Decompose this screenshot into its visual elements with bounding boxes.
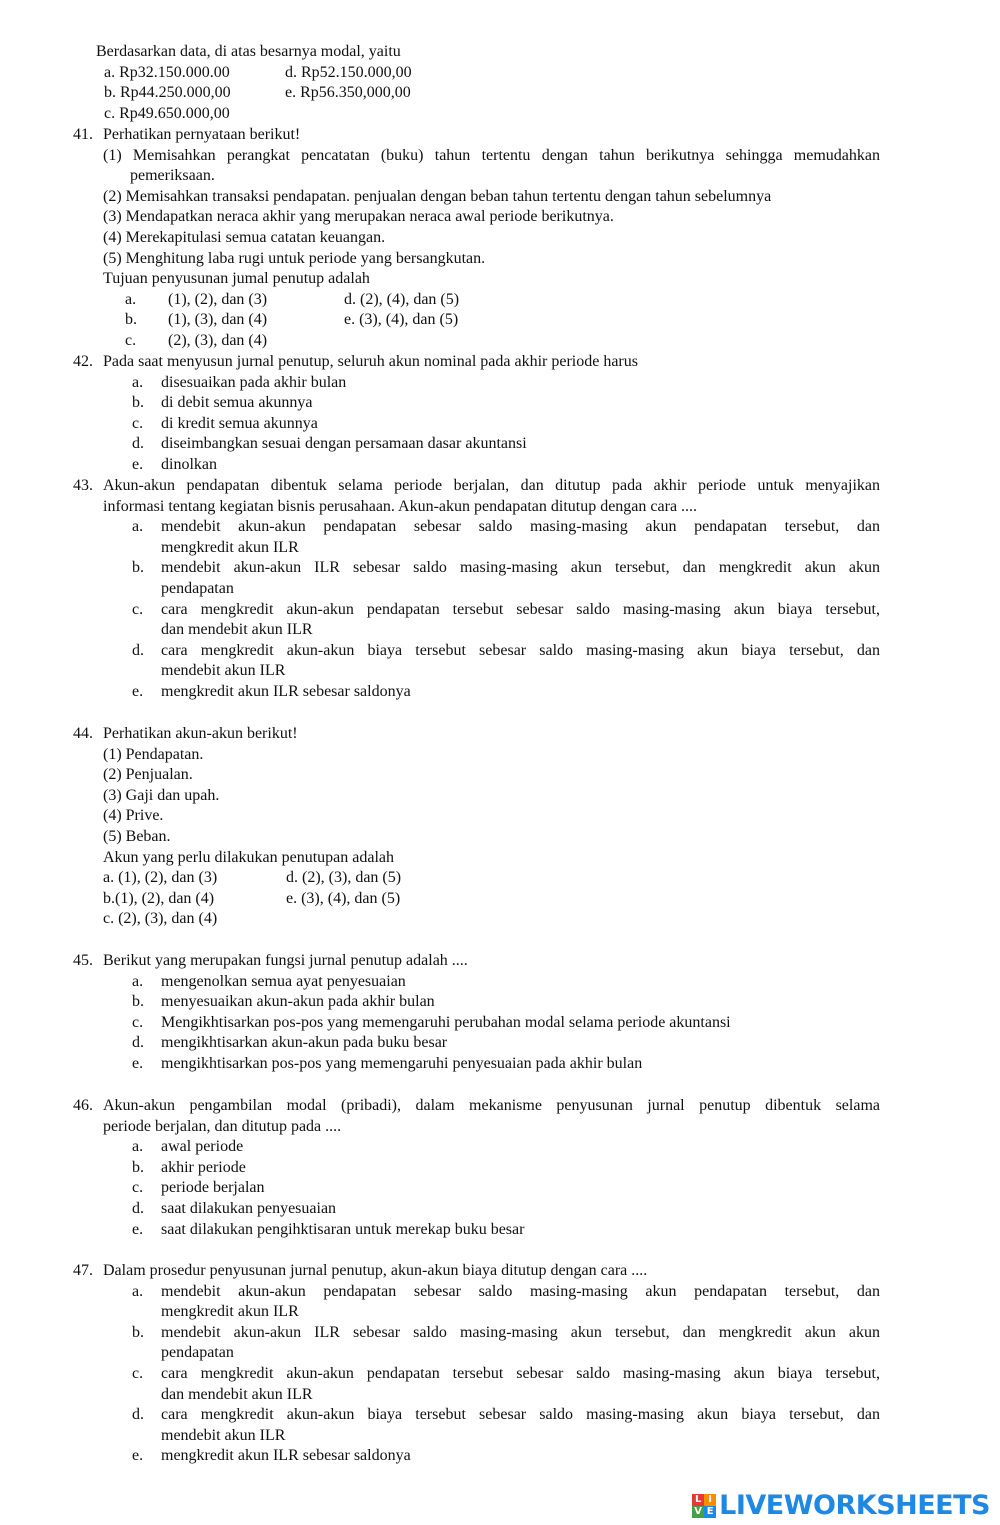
option-c-letter: c. xyxy=(125,331,137,349)
option-b[interactable]: menyesuaikan akun-akun pada akhir bulan xyxy=(161,993,435,1011)
option-a[interactable]: a. Rp32.150.000.00 xyxy=(104,63,230,81)
question-stem: Berdasarkan data, di atas besarnya modal, yaitu xyxy=(96,43,401,60)
option-c-continued: dan mendebit akun ILR xyxy=(161,621,313,639)
question-stem-continued: informasi tentang kegiatan bisnis perusahaan. Akun-akun pendapatan ditutup dengan cara .... xyxy=(103,497,698,515)
option-letter: d. xyxy=(132,1406,144,1424)
option-c-continued: dan mendebit akun ILR xyxy=(161,1385,313,1403)
question-stem: Akun-akun pendapatan dibentuk selama periode berjalan, dan ditutup pada akhir periode untuk menyajikan xyxy=(103,477,880,494)
question-44 xyxy=(0,724,1000,930)
option-letter: b. xyxy=(132,993,144,1011)
option-c[interactable]: cara mengkredit akun-akun pendapatan tersebut sebesar saldo masing-masing akun biaya tersebut, xyxy=(161,600,880,618)
option-e[interactable]: mengkredit akun ILR sebesar saldonya xyxy=(161,1447,411,1465)
option-letter: a. xyxy=(132,373,144,391)
question-40-continuation xyxy=(0,42,1000,124)
question-number: 45. xyxy=(73,952,93,969)
question-stem: Berikut yang merupakan fungsi jurnal penutup adalah .... xyxy=(103,952,468,969)
option-letter: c. xyxy=(132,1179,144,1197)
option-letter: c. xyxy=(132,414,144,432)
option-d[interactable]: d. Rp52.150.000,00 xyxy=(285,63,412,81)
option-b[interactable]: mendebit akun-akun ILR sebesar saldo masing-masing akun tersebut, dan mengkredit akun akun xyxy=(161,1323,880,1341)
option-d[interactable]: cara mengkredit akun-akun biaya tersebut sebesar saldo masing-masing akun biaya tersebut, dan xyxy=(161,1406,880,1424)
question-number: 41. xyxy=(73,126,93,143)
option-letter: d. xyxy=(132,1034,144,1052)
question-45 xyxy=(0,951,1000,1075)
option-letter: e. xyxy=(132,1447,144,1465)
logo-mark-letter: I xyxy=(704,1494,716,1506)
option-letter: d. xyxy=(132,1199,144,1217)
option-b[interactable]: mendebit akun-akun ILR sebesar saldo masing-masing akun tersebut, dan mengkredit akun akun xyxy=(161,559,880,577)
account-item-1: (1) Pendapatan. xyxy=(103,745,204,763)
statement-1: (1) Memisahkan perangkat pencatatan (buku) tahun tertentu dengan tahun berikutnya sehingga memudahkan xyxy=(103,146,880,164)
question-stem: Pada saat menyusun jurnal penutup, seluruh akun nominal pada akhir periode harus xyxy=(103,353,638,370)
option-letter: a. xyxy=(132,972,144,990)
option-d[interactable]: d. (2), (4), dan (5) xyxy=(344,290,460,308)
question-number: 42. xyxy=(73,353,93,370)
question-prompt: Akun yang perlu dilakukan penutupan adalah xyxy=(103,848,395,866)
question-42 xyxy=(0,352,1000,476)
option-letter: e. xyxy=(132,455,144,473)
logo-mark-letter: E xyxy=(704,1506,716,1518)
option-a[interactable]: (1), (2), dan (3) xyxy=(168,290,268,308)
statement-4: (4) Merekapitulasi semua catatan keuangan. xyxy=(103,228,386,246)
option-e[interactable]: saat dilakukan pengihktisaran untuk merekap buku besar xyxy=(161,1220,525,1238)
statement-1-continued: pemeriksaan. xyxy=(130,167,215,185)
option-letter: c. xyxy=(132,1013,144,1031)
option-d[interactable]: d. (2), (3), dan (5) xyxy=(286,869,402,887)
option-b[interactable]: akhir periode xyxy=(161,1158,246,1176)
option-b[interactable]: di debit semua akunnya xyxy=(161,394,313,412)
option-letter: e. xyxy=(132,1220,144,1238)
option-e[interactable]: e. Rp56.350,000,00 xyxy=(285,84,411,102)
option-d-continued: mendebit akun ILR xyxy=(161,662,286,680)
account-item-5: (5) Beban. xyxy=(103,827,171,845)
logo-text: LIVEWORKSHEETS xyxy=(719,1489,990,1521)
option-c[interactable]: (2), (3), dan (4) xyxy=(168,331,268,349)
liveworksheets-logo[interactable] xyxy=(692,1490,990,1522)
option-letter: a. xyxy=(132,518,144,536)
option-letter: a. xyxy=(132,1138,144,1156)
option-b[interactable]: (1), (3), dan (4) xyxy=(168,311,268,329)
option-c[interactable]: Mengikhtisarkan pos-pos yang memengaruhi perubahan modal selama periode akuntansi xyxy=(161,1013,731,1031)
option-a[interactable]: awal periode xyxy=(161,1138,244,1156)
logo-mark-letter: L xyxy=(692,1494,704,1506)
option-b[interactable]: b.(1), (2), dan (4) xyxy=(103,889,215,907)
option-a[interactable]: mengenolkan semua ayat penyesuaian xyxy=(161,972,406,990)
option-c[interactable]: c. (2), (3), dan (4) xyxy=(103,910,218,928)
option-letter: b. xyxy=(132,1323,144,1341)
question-43 xyxy=(0,476,1000,703)
question-prompt: Tujuan penyusunan jumal penutup adalah xyxy=(103,270,370,288)
question-number: 46. xyxy=(73,1097,93,1114)
question-stem: Akun-akun pengambilan modal (pribadi), dalam mekanisme penyusunan jurnal penutup dibentuk selama xyxy=(103,1097,880,1114)
option-b-continued: pendapatan xyxy=(161,1344,234,1362)
option-e[interactable]: e. (3), (4), dan (5) xyxy=(344,311,459,329)
logo-mark-letter: V xyxy=(692,1506,704,1518)
option-a-continued: mengkredit akun ILR xyxy=(161,538,299,556)
option-letter: d. xyxy=(132,641,144,659)
account-item-3: (3) Gaji dan upah. xyxy=(103,786,220,804)
question-number: 43. xyxy=(73,477,93,494)
question-stem: Perhatikan akun-akun berikut! xyxy=(103,725,298,742)
option-d[interactable]: saat dilakukan penyesuaian xyxy=(161,1199,337,1217)
option-b[interactable]: b. Rp44.250.000,00 xyxy=(104,84,231,102)
option-d[interactable]: cara mengkredit akun-akun biaya tersebut sebesar saldo masing-masing akun biaya tersebut, dan xyxy=(161,641,880,659)
option-a[interactable]: mendebit akun-akun pendapatan sebesar saldo masing-masing akun pendapatan tersebut, dan xyxy=(161,1282,880,1300)
option-d-continued: mendebit akun ILR xyxy=(161,1426,286,1444)
option-letter: c. xyxy=(132,1364,144,1382)
option-a[interactable]: mendebit akun-akun pendapatan sebesar saldo masing-masing akun pendapatan tersebut, dan xyxy=(161,518,880,536)
question-41 xyxy=(0,125,1000,352)
option-a-continued: mengkredit akun ILR xyxy=(161,1303,299,1321)
statement-5: (5) Menghitung laba rugi untuk periode yang bersangkutan. xyxy=(103,249,486,267)
option-e[interactable]: dinolkan xyxy=(161,455,217,473)
option-e[interactable]: e. (3), (4), dan (5) xyxy=(286,889,401,907)
option-d[interactable]: mengikhtisarkan akun-akun pada buku besar xyxy=(161,1034,448,1052)
option-letter: a. xyxy=(132,1282,144,1300)
question-number: 44. xyxy=(73,725,93,742)
question-stem: Dalam prosedur penyusunan jurnal penutup, akun-akun biaya ditutup dengan cara .... xyxy=(103,1262,648,1279)
option-d[interactable]: diseimbangkan sesuai dengan persamaan dasar akuntansi xyxy=(161,435,527,453)
statement-2: (2) Memisahkan transaksi pendapatan. penjualan dengan beban tahun tertentu dengan tahun sebelumnya xyxy=(103,187,772,205)
option-e[interactable]: mengikhtisarkan pos-pos yang memengaruhi penyesuaian pada akhir bulan xyxy=(161,1054,643,1072)
liveworksheets-logo-icon xyxy=(692,1494,716,1518)
question-number: 47. xyxy=(73,1262,93,1279)
option-letter: b. xyxy=(132,394,144,412)
option-e[interactable]: mengkredit akun ILR sebesar saldonya xyxy=(161,682,411,700)
option-b-letter: b. xyxy=(125,311,137,329)
question-46 xyxy=(0,1096,1000,1240)
option-c[interactable]: cara mengkredit akun-akun pendapatan tersebut sebesar saldo masing-masing akun biaya tersebut, xyxy=(161,1364,880,1382)
option-c[interactable]: di kredit semua akunnya xyxy=(161,414,318,432)
option-letter: b. xyxy=(132,1158,144,1176)
option-letter: c. xyxy=(132,600,144,618)
option-letter: e. xyxy=(132,682,144,700)
question-stem-continued: periode berjalan, dan ditutup pada .... xyxy=(103,1117,342,1135)
option-c[interactable]: periode berjalan xyxy=(161,1179,265,1197)
option-a-letter: a. xyxy=(125,290,137,308)
option-b-continued: pendapatan xyxy=(161,579,234,597)
question-47 xyxy=(0,1261,1000,1467)
option-c[interactable]: c. Rp49.650.000,00 xyxy=(104,104,230,122)
option-a[interactable]: disesuaikan pada akhir bulan xyxy=(161,373,347,391)
option-letter: b. xyxy=(132,559,144,577)
account-item-2: (2) Penjualan. xyxy=(103,766,193,784)
option-letter: e. xyxy=(132,1054,144,1072)
option-letter: d. xyxy=(132,435,144,453)
option-a[interactable]: a. (1), (2), dan (3) xyxy=(103,869,218,887)
question-stem: Perhatikan pernyataan berikut! xyxy=(103,126,301,143)
statement-3: (3) Mendapatkan neraca akhir yang merupakan neraca awal periode berikutnya. xyxy=(103,208,614,226)
account-item-4: (4) Prive. xyxy=(103,807,164,825)
